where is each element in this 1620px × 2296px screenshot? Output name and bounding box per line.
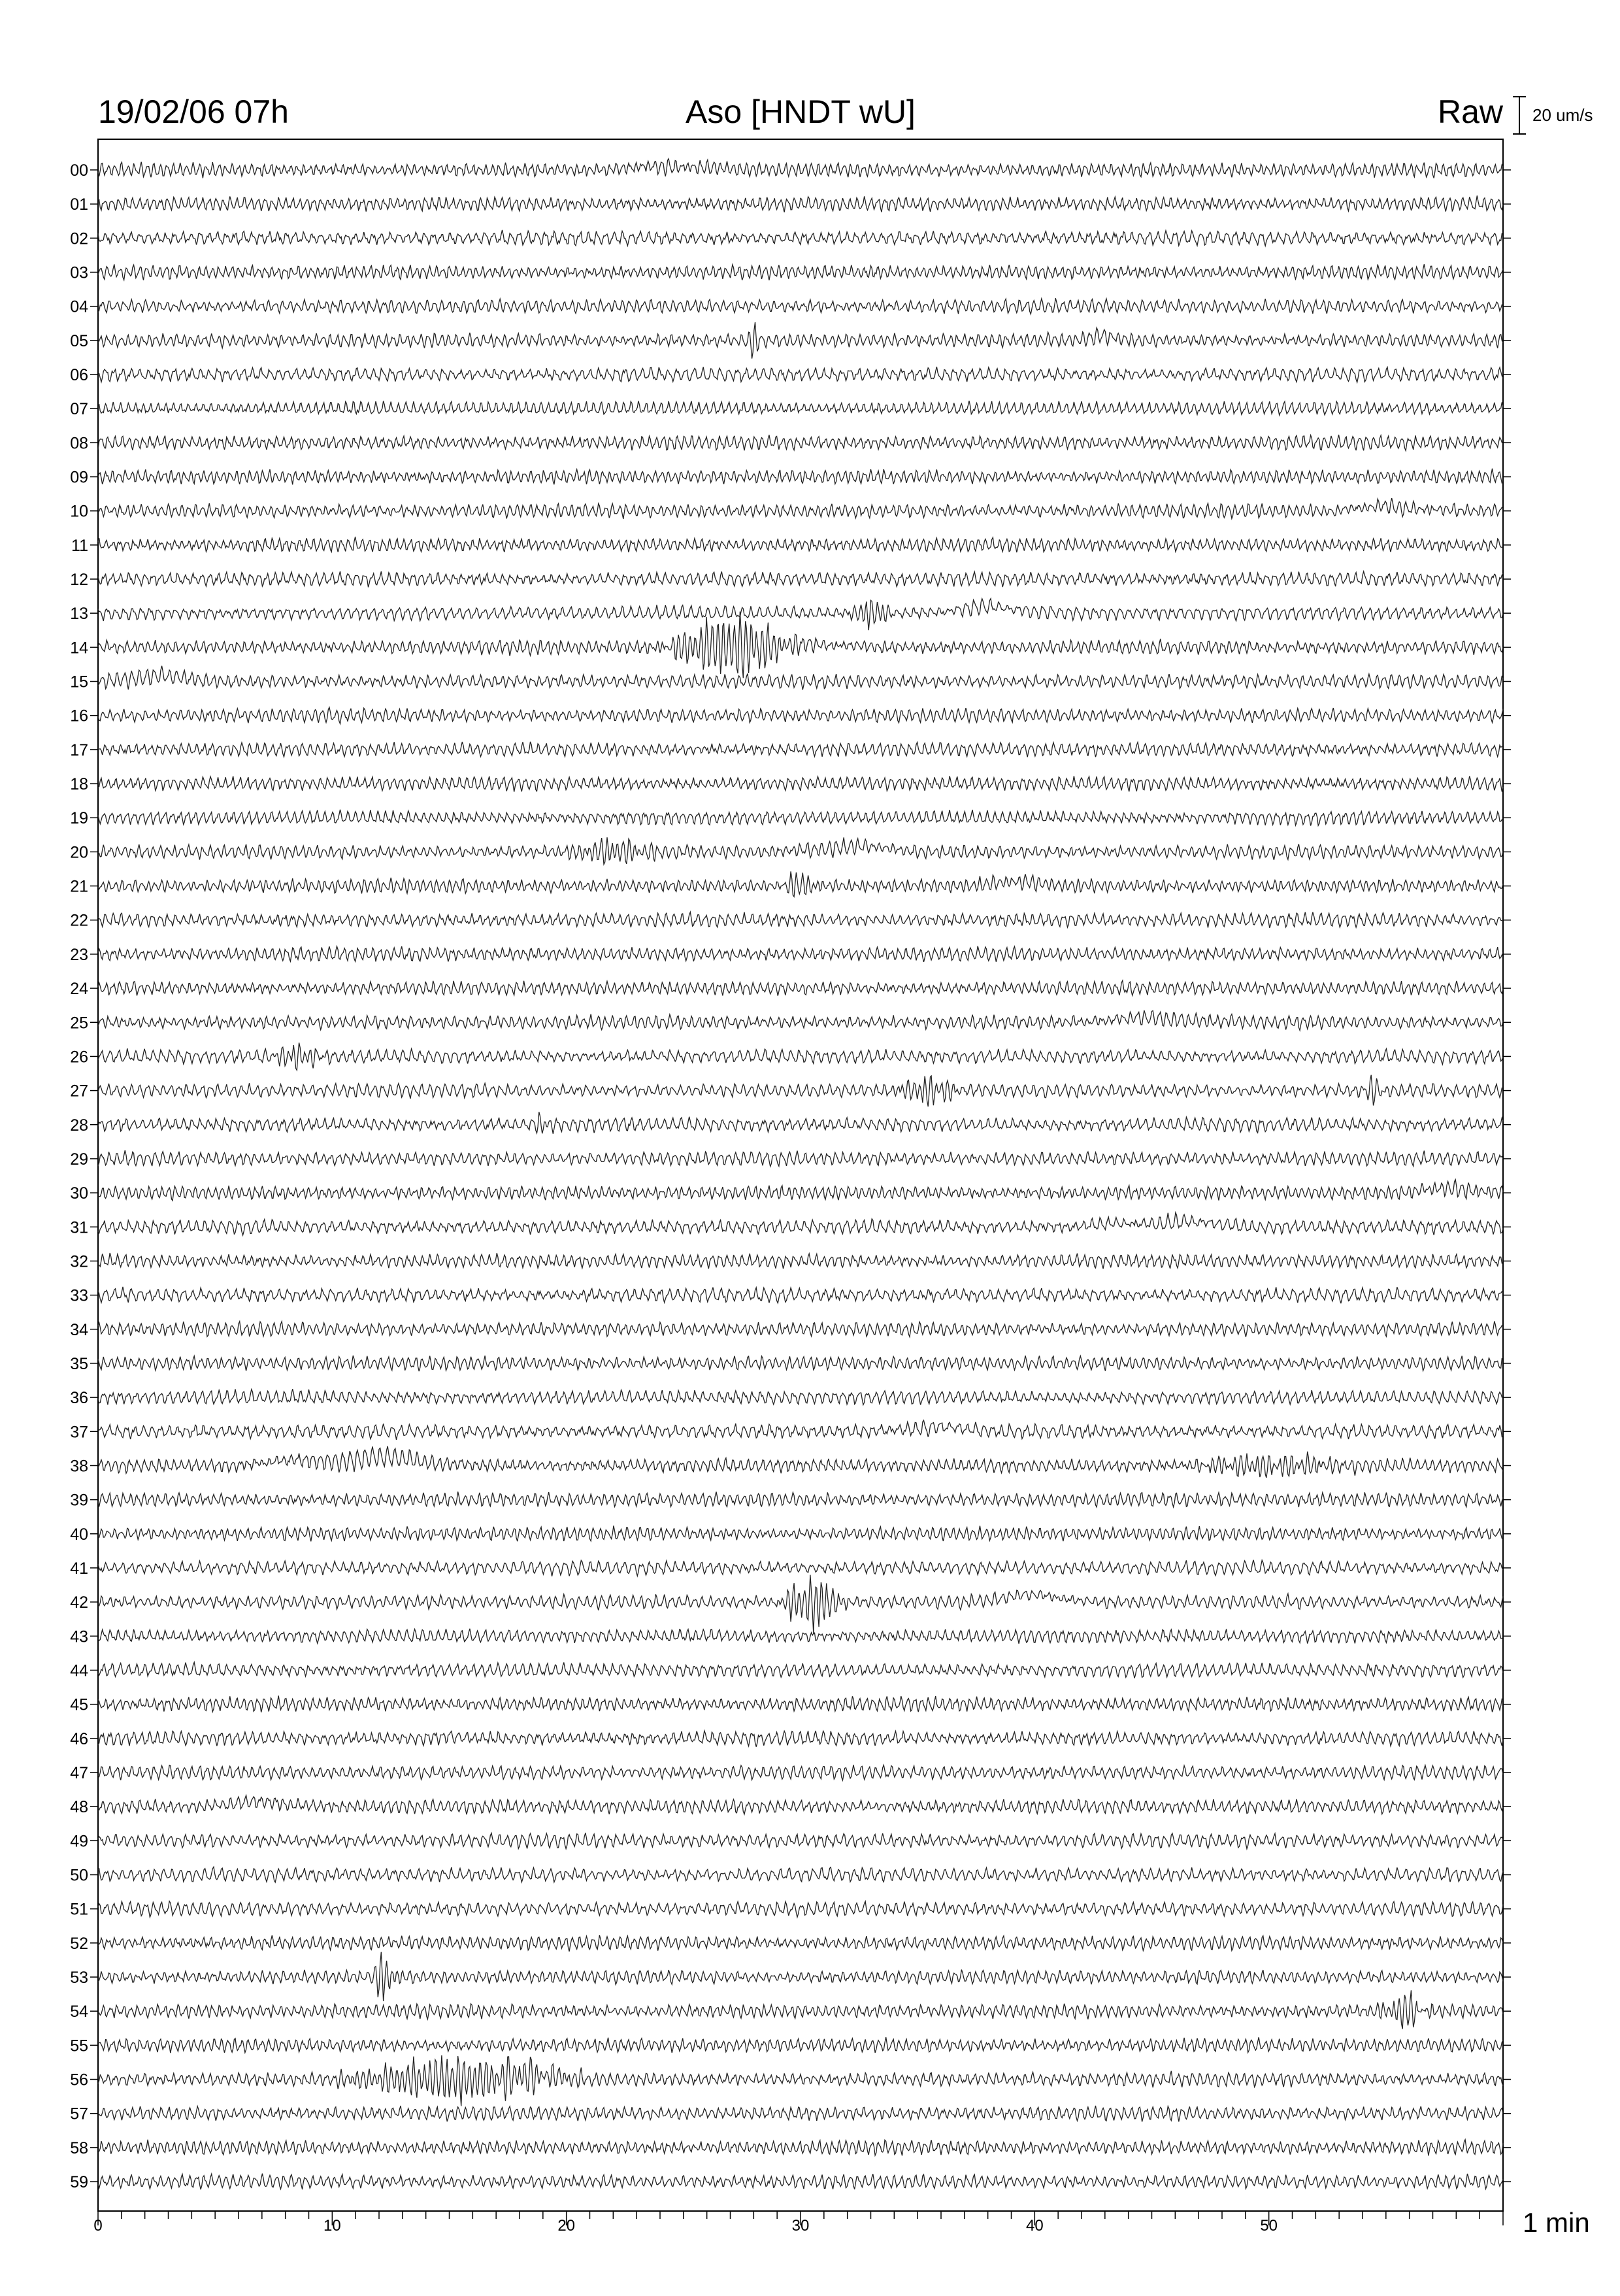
trace-line <box>98 469 1503 485</box>
trace-line <box>98 1867 1503 1882</box>
row-label: 28 <box>70 1116 88 1135</box>
row-label: 41 <box>70 1559 88 1578</box>
trace-line <box>98 871 1503 897</box>
mode-label: Raw <box>1437 93 1503 130</box>
trace-line <box>98 1696 1503 1713</box>
scale-label: 20 um/s <box>1532 105 1593 125</box>
trace-line <box>98 742 1503 757</box>
trace-line <box>98 1180 1503 1201</box>
axis-tick-group <box>90 170 1511 2235</box>
row-label: 13 <box>70 605 88 624</box>
row-label: 26 <box>70 1048 88 1067</box>
trace-line <box>98 2055 1503 2106</box>
x-tick-label: 50 <box>1260 2217 1278 2235</box>
trace-line <box>98 1560 1503 1576</box>
row-label: 04 <box>70 297 88 316</box>
trace-line <box>98 1525 1503 1541</box>
trace-line <box>98 159 1503 178</box>
trace-line <box>98 230 1503 246</box>
row-label: 31 <box>70 1218 88 1237</box>
row-label: 09 <box>70 468 88 487</box>
trace-line <box>98 2106 1503 2121</box>
row-label: 42 <box>70 1593 88 1612</box>
trace-line <box>98 837 1503 864</box>
trace-line <box>98 612 1503 678</box>
row-label: 19 <box>70 809 88 828</box>
row-label: 36 <box>70 1389 88 1408</box>
trace-line <box>98 1075 1503 1106</box>
row-label: 15 <box>70 673 88 691</box>
row-label: 46 <box>70 1729 88 1748</box>
row-label: 23 <box>70 945 88 964</box>
trace-line <box>98 1935 1503 1952</box>
row-label: 25 <box>70 1014 88 1033</box>
row-label: 40 <box>70 1525 88 1544</box>
trace-line <box>98 1150 1503 1167</box>
row-label: 52 <box>70 1934 88 1953</box>
trace-line <box>98 1112 1503 1134</box>
trace-line <box>98 2140 1503 2156</box>
row-label: 00 <box>70 161 88 180</box>
trace-line <box>98 2037 1503 2053</box>
row-label: 29 <box>70 1150 88 1169</box>
row-label: 27 <box>70 1082 88 1101</box>
trace-line <box>98 599 1503 630</box>
trace-line <box>98 1795 1503 1814</box>
row-label: 32 <box>70 1252 88 1271</box>
row-label: 51 <box>70 1900 88 1919</box>
trace-line <box>98 195 1503 212</box>
trace-line <box>98 435 1503 450</box>
trace-group <box>98 159 1503 2189</box>
trace-line <box>98 1253 1503 1269</box>
row-label: 35 <box>70 1354 88 1373</box>
x-tick-label: 40 <box>1025 2217 1044 2235</box>
x-tick-label: 0 <box>93 2217 103 2235</box>
row-label: 49 <box>70 1832 88 1851</box>
trace-line <box>98 1662 1503 1678</box>
trace-line <box>98 322 1503 358</box>
trace-line <box>98 298 1503 314</box>
trace-line <box>98 1990 1503 2029</box>
trace-line <box>98 912 1503 928</box>
row-label: 01 <box>70 195 88 214</box>
row-label: 57 <box>70 2105 88 2123</box>
row-label: 47 <box>70 1763 88 1782</box>
trace-line <box>98 1042 1503 1070</box>
row-label: 08 <box>70 434 88 453</box>
trace-line <box>98 707 1503 724</box>
amplitude-scale-bar <box>1513 97 1526 134</box>
trace-line <box>98 1420 1503 1440</box>
row-label: 14 <box>70 639 88 657</box>
trace-line <box>98 1833 1503 1848</box>
trace-line <box>98 810 1503 826</box>
row-label: 48 <box>70 1798 88 1817</box>
trace-line <box>98 1901 1503 1918</box>
row-label: 18 <box>70 775 88 794</box>
row-label: 03 <box>70 263 88 282</box>
trace-line <box>98 367 1503 382</box>
trace-line <box>98 946 1503 962</box>
station-title: Aso [HNDT wU] <box>686 93 916 130</box>
row-label: 59 <box>70 2173 88 2192</box>
row-label: 02 <box>70 229 88 248</box>
trace-line <box>98 1629 1503 1644</box>
row-label: 10 <box>70 502 88 521</box>
plot-frame <box>98 139 1503 2211</box>
x-tick-label: 10 <box>323 2217 341 2235</box>
trace-line <box>98 571 1503 587</box>
row-label: 53 <box>70 1969 88 1988</box>
row-label: 37 <box>70 1423 88 1442</box>
row-label: 54 <box>70 2003 88 2021</box>
trace-line <box>98 1952 1503 2001</box>
row-label: 58 <box>70 2138 88 2157</box>
row-label: 43 <box>70 1627 88 1646</box>
trace-line <box>98 980 1503 995</box>
trace-line <box>98 1287 1503 1303</box>
trace-line <box>98 1212 1503 1235</box>
row-label: 21 <box>70 877 88 896</box>
trace-line <box>98 1575 1503 1634</box>
x-tick-label: 30 <box>791 2217 810 2235</box>
row-label: 30 <box>70 1184 88 1203</box>
row-label: 33 <box>70 1286 88 1305</box>
row-label: 06 <box>70 366 88 385</box>
trace-line <box>98 498 1503 519</box>
row-label: 34 <box>70 1320 88 1339</box>
row-label: 39 <box>70 1491 88 1510</box>
date-hour-label: 19/02/06 07h <box>98 93 289 130</box>
row-label: 24 <box>70 980 88 999</box>
trace-line <box>98 1491 1503 1507</box>
trace-line <box>98 1389 1503 1405</box>
trace-line <box>98 1731 1503 1747</box>
trace-line <box>98 1446 1503 1478</box>
row-label: 56 <box>70 2071 88 2089</box>
row-label: 12 <box>70 571 88 590</box>
trace-line <box>98 1356 1503 1371</box>
time-unit-label: 1 min <box>1523 2207 1590 2238</box>
trace-line <box>98 1322 1503 1337</box>
row-label-group <box>70 161 88 2191</box>
row-label: 44 <box>70 1661 88 1680</box>
row-label: 11 <box>71 536 88 555</box>
trace-line <box>98 2174 1503 2189</box>
row-label: 38 <box>70 1457 88 1476</box>
row-label: 45 <box>70 1695 88 1714</box>
trace-line <box>98 666 1503 690</box>
row-label: 20 <box>70 843 88 862</box>
row-label: 16 <box>70 707 88 725</box>
trace-line <box>98 537 1503 552</box>
trace-line <box>98 1765 1503 1780</box>
trace-line <box>98 776 1503 791</box>
trace-line <box>98 1010 1503 1031</box>
row-label: 55 <box>70 2037 88 2055</box>
trace-line <box>98 264 1503 280</box>
row-label: 50 <box>70 1866 88 1885</box>
trace-line <box>98 401 1503 415</box>
row-label: 05 <box>70 331 88 350</box>
row-label: 07 <box>70 400 88 419</box>
x-tick-label: 20 <box>557 2217 576 2235</box>
row-label: 17 <box>70 740 88 759</box>
row-label: 22 <box>70 911 88 930</box>
